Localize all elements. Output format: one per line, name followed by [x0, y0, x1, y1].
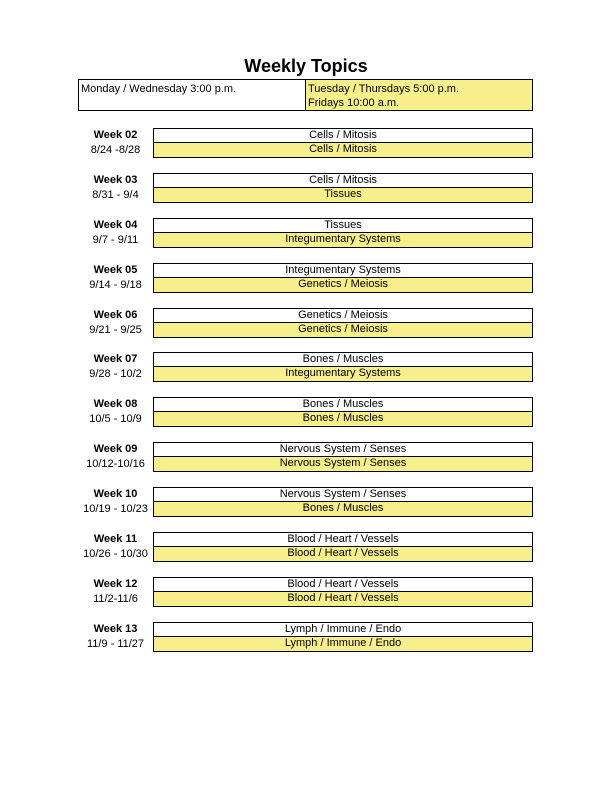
topic-tue-thu: Integumentary Systems: [153, 367, 533, 382]
topic-mon-wed: Bones / Muscles: [153, 352, 533, 367]
week-dates: 10/12-10/16: [86, 458, 145, 470]
topic-mon-wed: Blood / Heart / Vessels: [153, 532, 533, 547]
topic-mon-wed: Integumentary Systems: [153, 263, 533, 278]
tue-thu-time: Tuesday / Thursdays 5:00 p.m.: [308, 83, 460, 95]
page-title: Weekly Topics: [244, 56, 368, 76]
week-block: [78, 577, 533, 607]
tue-thu-fri-time: [306, 80, 532, 110]
week-dates: 11/9 - 11/27: [86, 638, 145, 650]
week-block: [78, 308, 533, 338]
week-block: [78, 442, 533, 472]
topic-mon-wed: Lymph / Immune / Endo: [153, 622, 533, 637]
week-name: Week 05: [93, 264, 138, 276]
week-block: [78, 128, 533, 158]
week-block: [78, 352, 533, 382]
week-dates: 10/5 - 10/9: [89, 413, 142, 425]
topic-mon-wed: Nervous System / Senses: [153, 487, 533, 502]
week-dates: 8/24 -8/28: [90, 144, 141, 156]
mon-wed-time: Monday / Wednesday 3:00 p.m.: [79, 80, 306, 110]
topic-mon-wed: Tissues: [153, 218, 533, 233]
topic-tue-thu: Integumentary Systems: [153, 233, 533, 248]
topic-mon-wed: Blood / Heart / Vessels: [153, 577, 533, 592]
week-dates: 10/19 - 10/23: [83, 503, 148, 515]
week-name: Week 12: [93, 578, 138, 590]
week-name: Week 13: [93, 623, 138, 635]
topic-tue-thu: Bones / Muscles: [153, 502, 533, 517]
week-name: Week 11: [93, 533, 138, 545]
week-block: [78, 487, 533, 517]
week-dates: 9/21 - 9/25: [89, 324, 142, 336]
week-dates: 9/14 - 9/18: [89, 279, 142, 291]
week-dates: 9/28 - 10/2: [89, 368, 142, 380]
week-block: [78, 532, 533, 562]
topic-tue-thu: Nervous System / Senses: [153, 457, 533, 472]
topic-tue-thu: Blood / Heart / Vessels: [153, 547, 533, 562]
week-name: Week 08: [93, 398, 138, 410]
topic-tue-thu: Tissues: [153, 188, 533, 203]
week-name: Week 07: [93, 353, 138, 365]
schedule-header: [78, 79, 533, 111]
topic-tue-thu: Genetics / Meiosis: [153, 323, 533, 338]
week-block: [78, 173, 533, 203]
week-block: [78, 622, 533, 652]
week-dates: 8/31 - 9/4: [92, 189, 139, 201]
week-block: [78, 397, 533, 427]
week-name: Week 02: [93, 129, 138, 141]
fri-time: Fridays 10:00 a.m.: [308, 97, 400, 109]
week-name: Week 03: [93, 174, 138, 186]
week-name: Week 10: [93, 488, 138, 500]
topic-mon-wed: Genetics / Meiosis: [153, 308, 533, 323]
topic-tue-thu: Cells / Mitosis: [153, 143, 533, 158]
topic-tue-thu: Genetics / Meiosis: [153, 278, 533, 293]
topic-mon-wed: Nervous System / Senses: [153, 442, 533, 457]
week-block: [78, 263, 533, 293]
topic-mon-wed: Cells / Mitosis: [153, 173, 533, 188]
topic-mon-wed: Cells / Mitosis: [153, 128, 533, 143]
topic-mon-wed: Bones / Muscles: [153, 397, 533, 412]
week-dates: 10/26 - 10/30: [83, 548, 148, 560]
week-block: [78, 218, 533, 248]
week-name: Week 04: [93, 219, 138, 231]
topic-tue-thu: Lymph / Immune / Endo: [153, 637, 533, 652]
week-dates: 9/7 - 9/11: [92, 234, 139, 246]
week-name: Week 09: [93, 443, 138, 455]
topic-tue-thu: Blood / Heart / Vessels: [153, 592, 533, 607]
topic-tue-thu: Bones / Muscles: [153, 412, 533, 427]
week-name: Week 06: [93, 309, 138, 321]
week-dates: 11/2-11/6: [93, 593, 138, 605]
